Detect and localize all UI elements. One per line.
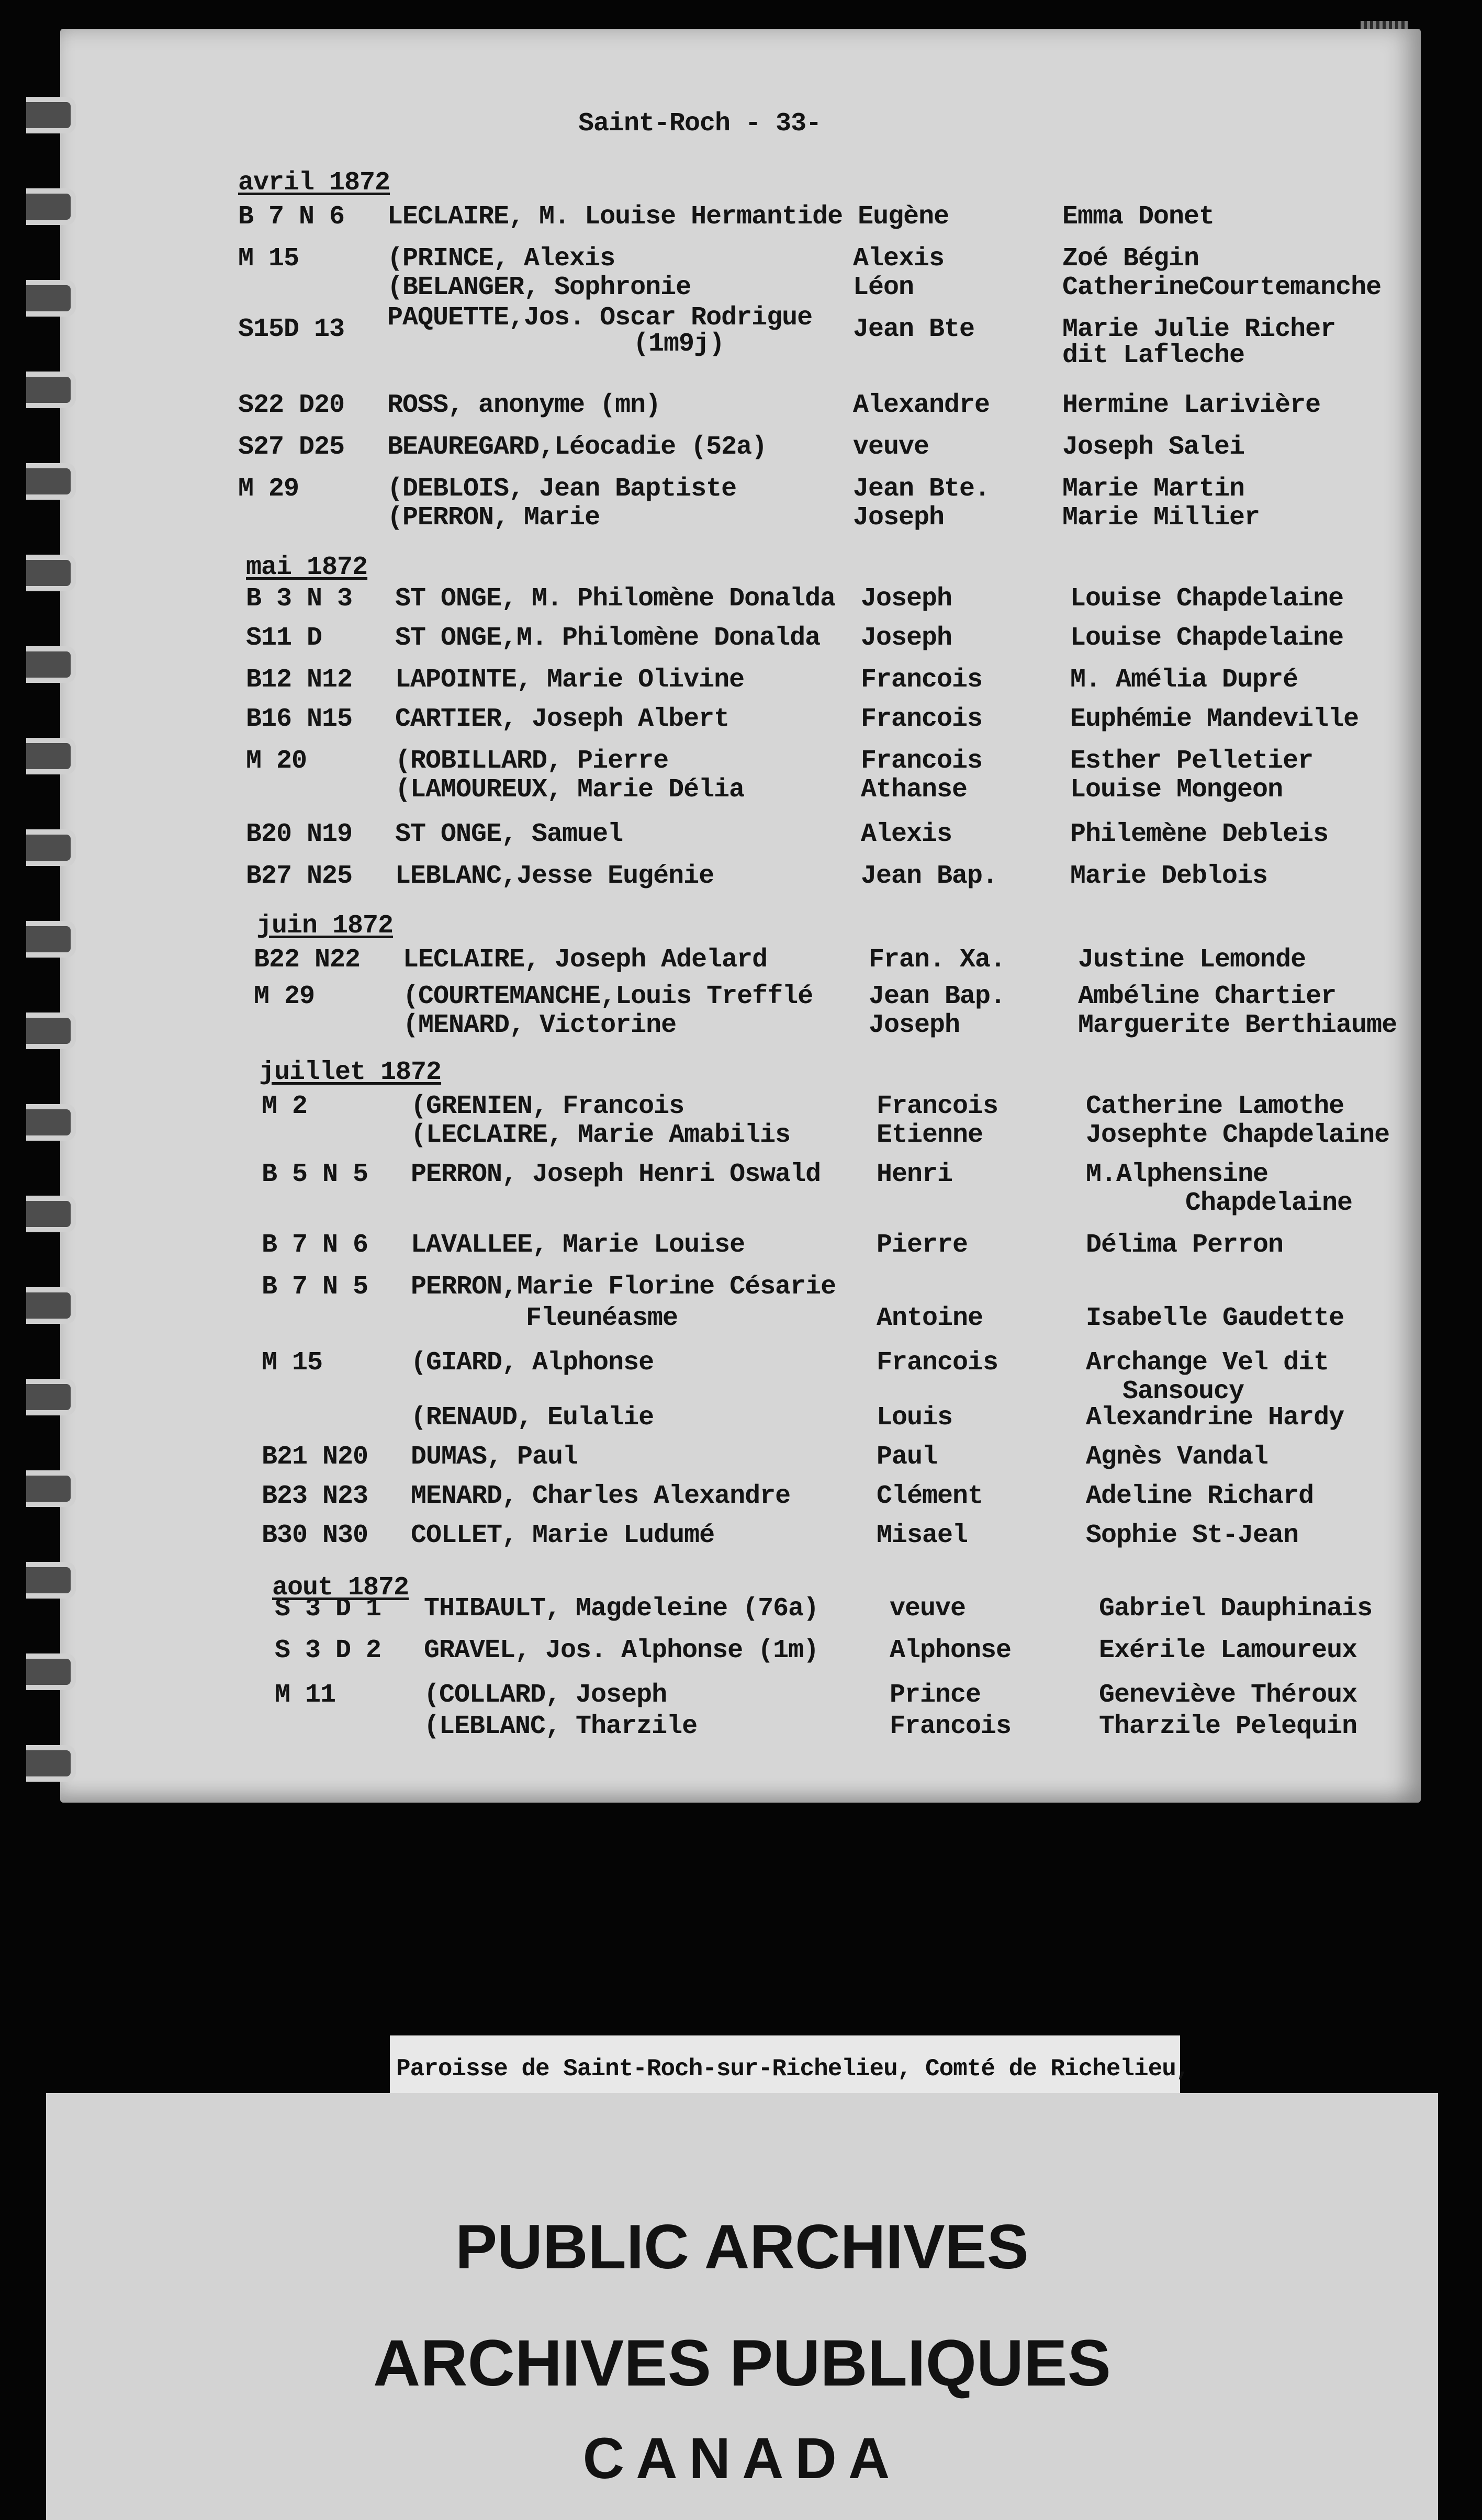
entry-father: Prince [890,1680,981,1710]
entry-father: Francois [877,1092,998,1121]
entry-godparent: Zoé Bégin [1062,244,1199,274]
entry-father: Alexis [853,244,945,274]
entry-name: ST ONGE,M. Philomène Donalda [395,623,821,653]
entry-code: B 3 N 3 [246,584,353,614]
entry-father: Francois [890,1712,1012,1741]
entry-father: Paul [877,1442,938,1472]
entry-godparent: Emma Donet [1062,202,1215,232]
binding-ring [26,921,76,958]
month-heading: avril 1872 [238,168,390,198]
entry-code: M 29 [254,982,315,1011]
entry-father: Francois [877,1348,998,1378]
entry-code: B27 N25 [246,861,353,891]
entry-godparent: CatherineCourtemanche [1062,273,1382,302]
entry-name: (LEBLANC, Tharzile [424,1712,698,1741]
entry-name: DUMAS, Paul [411,1442,578,1472]
entry-father: Joseph [853,503,945,533]
entry-name: Fleunéasme [526,1303,678,1333]
entry-father: Jean Bap. [869,982,1006,1011]
binding-ring [26,555,76,591]
entry-father: Léon [853,273,914,302]
entry-father: Jean Bte. [853,474,990,504]
entry-name: PERRON,Marie Florine Césarie [411,1272,836,1302]
binding-ring [26,1745,76,1782]
entry-godparent: Marguerite Berthiaume [1078,1010,1397,1040]
entry-godparent: Ambéline Chartier [1078,982,1337,1011]
entry-father: veuve [853,432,929,462]
entry-name: (ROBILLARD, Pierre [395,746,669,776]
month-heading: mai 1872 [246,553,368,582]
entry-godparent: Louise Mongeon [1070,775,1283,805]
entry-name: LAVALLEE, Marie Louise [411,1230,745,1260]
entry-father: Henri [877,1160,953,1189]
entry-name: THIBAULT, Magdeleine (76a) [424,1594,819,1624]
entry-father: Pierre [877,1230,968,1260]
entry-godparent: Marie Millier [1062,503,1260,533]
entry-code: B21 N20 [262,1442,368,1472]
entry-name: (BELANGER, Sophronie [387,273,691,302]
stamp-line3: CANADA [582,2426,902,2491]
entry-godparent: Isabelle Gaudette [1086,1303,1344,1333]
entry-code: M 29 [238,474,299,504]
entry-godparent: Josephte Chapdelaine [1086,1120,1390,1150]
entry-code: S15D 13 [238,314,345,344]
entry-code: M 15 [238,244,299,274]
entry-code: M 15 [262,1348,323,1378]
entry-name: (COURTEMANCHE,Louis Trefflé [403,982,813,1011]
entry-father: Joseph [869,1010,960,1040]
entry-godparent: M.Alphensine [1086,1160,1268,1189]
binding-ring [26,1470,76,1507]
entry-name: (COLLARD, Joseph [424,1680,667,1710]
entry-name: LECLAIRE, Joseph Adelard [403,945,768,975]
entry-code: B 7 N 6 [262,1230,368,1260]
entry-name: PAQUETTE,Jos. Oscar Rodrigue [387,303,813,333]
entry-father: Clément [877,1481,983,1511]
entry-name: GRAVEL, Jos. Alphonse (1m) [424,1636,819,1666]
month-heading: aout 1872 [272,1573,409,1603]
entry-father: Francois [861,746,983,776]
binding-ring [26,738,76,774]
binding-ring [26,1104,76,1141]
binding-ring [26,646,76,683]
entry-name: ST ONGE, Samuel [395,819,623,849]
binding-ring [26,1287,76,1324]
entry-name: CARTIER, Joseph Albert [395,704,729,734]
entry-father: Louis [877,1403,953,1433]
binding-ring [26,372,76,408]
entry-father: Alexandre [853,390,990,420]
entry-godparent: Hermine Larivière [1062,390,1321,420]
entry-godparent: Louise Chapdelaine [1070,623,1344,653]
entry-name: ST ONGE, M. Philomène Donalda [395,584,836,614]
entry-godparent: Alexandrine Hardy [1086,1403,1344,1433]
entry-code: M 2 [262,1092,308,1121]
entry-code: S27 D25 [238,432,345,462]
entry-code: S22 D20 [238,390,345,420]
entry-name: (PERRON, Marie [387,503,600,533]
binding-ring [26,97,76,133]
entry-godparent: Agnès Vandal [1086,1442,1268,1472]
entry-name: (1m9j) [633,329,725,359]
entry-father: Athanse [861,775,968,805]
entry-code: S 3 D 1 [275,1594,381,1624]
entry-name: COLLET, Marie Ludumé [411,1521,715,1550]
stamp-line2: ARCHIVES PUBLIQUES [373,2327,1111,2400]
entry-code: B12 N12 [246,665,353,695]
source-label-line1: Paroisse de Saint-Roch-sur-Richelieu, Comté de Richelieu, [396,2055,1190,2083]
entry-father: Alphonse [890,1636,1012,1666]
entry-code: B22 N22 [254,945,361,975]
entry-godparent: Archange Vel dit [1086,1348,1329,1378]
entry-father: veuve [890,1594,966,1624]
entry-name: (DEBLOIS, Jean Baptiste [387,474,737,504]
month-heading: juin 1872 [256,911,394,941]
entry-father: Alexis [861,819,952,849]
entry-father: Joseph [861,623,952,653]
binding-ring [26,1013,76,1049]
entry-godparent: Joseph Salei [1062,432,1245,462]
entry-code: B 7 N 6 [238,202,345,232]
entry-godparent: Justine Lemonde [1078,945,1306,975]
entry-godparent: Délima Perron [1086,1230,1284,1260]
entry-godparent: Marie Deblois [1070,861,1268,891]
archives-stamp [46,2093,1438,2520]
binding-ring [26,280,76,317]
entry-father: Francois [861,704,983,734]
entry-father: Jean Bte [853,314,975,344]
entry-name: LAPOINTE, Marie Olivine [395,665,745,695]
binding-ring [26,1562,76,1599]
entry-code: B 7 N 5 [262,1272,368,1302]
entry-code: B30 N30 [262,1521,368,1550]
entry-godparent: Catherine Lamothe [1086,1092,1344,1121]
entry-name: (RENAUD, Eulalie [411,1403,654,1433]
entry-code: M 20 [246,746,307,776]
month-heading: juillet 1872 [259,1058,442,1087]
entry-godparent: Chapdelaine [1185,1188,1353,1218]
entry-code: S 3 D 2 [275,1636,381,1666]
entry-code: B 5 N 5 [262,1160,368,1189]
binding-ring [26,1653,76,1690]
binding-ring [26,463,76,500]
entry-godparent: Esther Pelletier [1070,746,1313,776]
entry-name: (PRINCE, Alexis [387,244,615,274]
entry-father: Misael [877,1521,968,1550]
entry-godparent: Louise Chapdelaine [1070,584,1344,614]
entry-code: B23 N23 [262,1481,368,1511]
entry-name: (GIARD, Alphonse [411,1348,654,1378]
entry-name: (LECLAIRE, Marie Amabilis [411,1120,791,1150]
entry-name: (LAMOUREUX, Marie Délia [395,775,745,805]
entry-father: Etienne [877,1120,983,1150]
entry-code: B16 N15 [246,704,353,734]
entry-father: Joseph [861,584,952,614]
entry-code: S11 D [246,623,322,653]
entry-father: Jean Bap. [861,861,998,891]
entry-name: (GRENIEN, Francois [411,1092,684,1121]
entry-code: B20 N19 [246,819,353,849]
entry-godparent: dit Lafleche [1062,341,1245,370]
entry-name: BEAUREGARD,Léocadie (52a) [387,432,767,462]
entry-code: M 11 [275,1680,336,1710]
entry-godparent: Gabriel Dauphinais [1099,1594,1373,1624]
binding-ring [26,1196,76,1232]
entry-godparent: Exérile Lamoureux [1099,1636,1357,1666]
entry-godparent: Marie Julie Richer [1062,314,1336,344]
entry-father: Francois [861,665,983,695]
binding-ring [26,829,76,866]
entry-name: ROSS, anonyme (mn) [387,390,661,420]
entry-father: Fran. Xa. [869,945,1006,975]
entry-name: (MENARD, Victorine [403,1010,677,1040]
entry-name: LECLAIRE, M. Louise Hermantide Eugène [387,202,949,232]
entry-name: LEBLANC,Jesse Eugénie [395,861,714,891]
entry-godparent: Sansoucy [1122,1377,1244,1407]
entry-name: MENARD, Charles Alexandre [411,1481,791,1511]
entry-godparent: Tharzile Pelequin [1099,1712,1357,1741]
entry-father: Antoine [877,1303,983,1333]
page-header: Saint-Roch - 33- [578,109,822,139]
stamp-line1: PUBLIC ARCHIVES [455,2212,1029,2282]
entry-name: PERRON, Joseph Henri Oswald [411,1160,821,1189]
entry-godparent: Geneviève Théroux [1099,1680,1357,1710]
entry-godparent: Philemène Debleis [1070,819,1329,849]
entry-godparent: Marie Martin [1062,474,1245,504]
entry-godparent: Euphémie Mandeville [1070,704,1359,734]
binding-ring [26,188,76,225]
entry-godparent: M. Amélia Dupré [1070,665,1298,695]
entry-godparent: Adeline Richard [1086,1481,1314,1511]
entry-godparent: Sophie St-Jean [1086,1521,1299,1550]
binding-ring [26,1379,76,1415]
